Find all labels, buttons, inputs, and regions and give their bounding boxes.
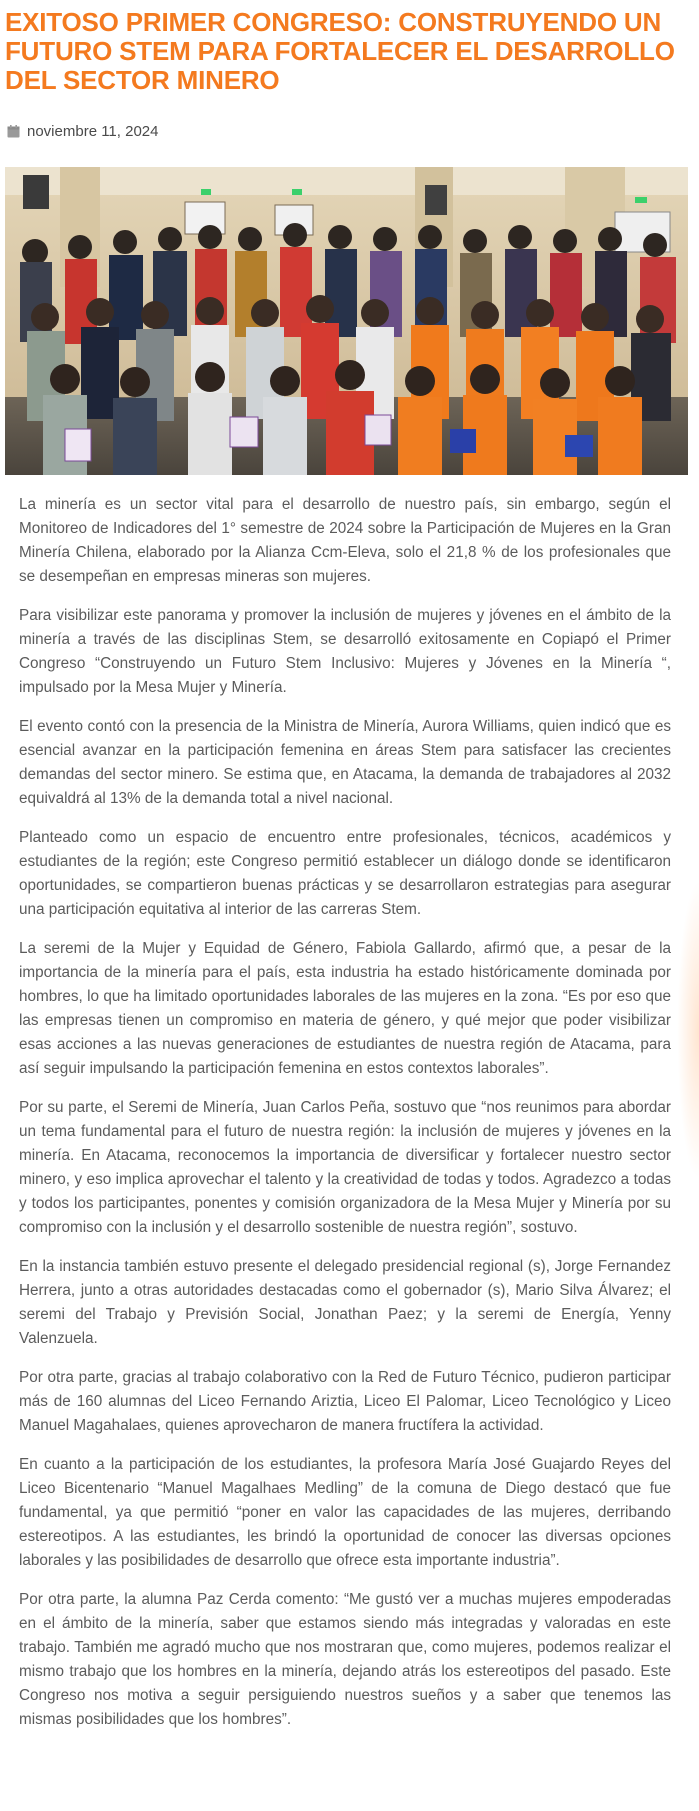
paragraph: En la instancia también estuvo presente el delegado presidencial regional (s), Jorge Fernandez Herrera, junto a otras autoridades destacadas como el gobernador (s), Mario Silva Álvarez; el seremi del Trabajo y Previsión Social, Jonathan Paez; y la seremi de Energía, Yenny Valenzuela. — [19, 1258, 671, 1347]
edge-glow — [677, 880, 699, 1180]
paragraph: La seremi de la Mujer y Equidad de Género, Fabiola Gallardo, afirmó que, a pesar de la importancia de la minería para el país, esta industria ha estado históricamente dominada por hombres, lo que ha limitado oportunidades laborales de las mujeres en la zona. “Es por eso que las empresas tienen un compromiso en materia de género, y qué mejor que poder visibilizar esas acciones a las nuevas generaciones de estudiantes de nuestra región de Atacama, para así seguir impulsando la participación femenina en estos contextos laborales”. — [19, 940, 671, 1077]
paragraph: Por otra parte, la alumna Paz Cerda comento: “Me gustó ver a muchas mujeres empoderadas en el ámbito de la minería, saber que estamos siendo más integradas y valoradas en este trabajo. También me agradó mucho que nos mostraran que, como mujeres, podemos realizar el mismo trabajo que los hombres en la minería, dejando atrás los estereotipos del pasado. Este Congreso nos motiva a seguir persiguiendo nuestros sueños y a saber que tenemos las mismas posibilidades que los hombres”. — [19, 1591, 671, 1728]
hero-photo — [5, 167, 688, 475]
paragraph: Para visibilizar este panorama y promover la inclusión de mujeres y jóvenes en el ámbito de la minería a través de las disciplinas Stem, se desarrolló exitosamente en Copiapó el Primer Congreso “Construyendo un Futuro Stem Inclusivo: Mujeres y Jóvenes en la Minería “, impulsado por la Mesa Mujer y Minería. — [19, 607, 671, 696]
paragraph: Por su parte, el Seremi de Minería, Juan Carlos Peña, sostuvo que “nos reunimos para abordar un tema fundamental para el futuro de nuestra región: la inclusión de mujeres y jóvenes en la minería. En Atacama, reconocemos la importancia de diversificar y fortalecer nuestro sector minero, y eso implica aprovechar el talento y la creatividad de todas y todos. Agradezco a todas y todos los participantes, ponentes y comisión organizadora de la Mesa Mujer y Minería por su compromiso con la inclusión y el desarrollo sostenible de nuestra región”, sostuvo. — [19, 1099, 671, 1236]
article-body — [19, 493, 671, 1747]
post-meta — [7, 120, 158, 142]
paragraph: Planteado como un espacio de encuentro entre profesionales, técnicos, académicos y estudiantes de la región; este Congreso permitió establecer un diálogo donde se identificaron oportunidades, se compartieron buenas prácticas y se desarrollaron estrategias para asegurar una participación equitativa al interior de las carreras Stem. — [19, 829, 671, 918]
paragraph: El evento contó con la presencia de la Ministra de Minería, Aurora Williams, quien indicó que es esencial avanzar en la participación femenina en áreas Stem para satisfacer las crecientes demandas del sector minero. Se estima que, en Atacama, la demanda de trabajadores al 2032 equivaldrá al 13% de la demanda total a nivel nacional. — [19, 718, 671, 807]
paragraph: La minería es un sector vital para el desarrollo de nuestro país, sin embargo, según el Monitoreo de Indicadores del 1° semestre de 2024 sobre la Participación de Mujeres en la Gran Minería Chilena, elaborado por la Alianza Ccm-Eleva, solo el 21,8 % de los profesionales que se desempeñan en empresas mineras son mujeres. — [19, 496, 671, 585]
paragraph: En cuanto a la participación de los estudiantes, la profesora María José Guajardo Reyes del Liceo Bicentenario “Manuel Magalhaes Medling” de la comuna de Diego destacó que fue fundamental, ya que permitió “poner en valor las capacidades de las mujeres, derribando estereotipos. A las estudiantes, les brindó la oportunidad de conocer las diversas opciones laborales y las posibilidades de desarrollo que ofrece esta importante industria”. — [19, 1456, 671, 1569]
article-title: EXITOSO PRIMER CONGRESO: CONSTRUYENDO UN FUTURO STEM PARA FORTALECER EL DESARROLLO DEL SECTOR MINERO — [5, 7, 675, 95]
post-date: noviembre 11, 2024 — [27, 122, 159, 140]
paragraph: Por otra parte, gracias al trabajo colaborativo con la Red de Futuro Técnico, pudieron participar más de 160 alumnas del Liceo Fernando Ariztia, Liceo El Palomar, Liceo Tecnológico y Liceo Manuel Magahalaes, quienes aprovecharon de manera fructífera la actividad. — [19, 1369, 671, 1434]
calendar-icon — [7, 125, 20, 138]
